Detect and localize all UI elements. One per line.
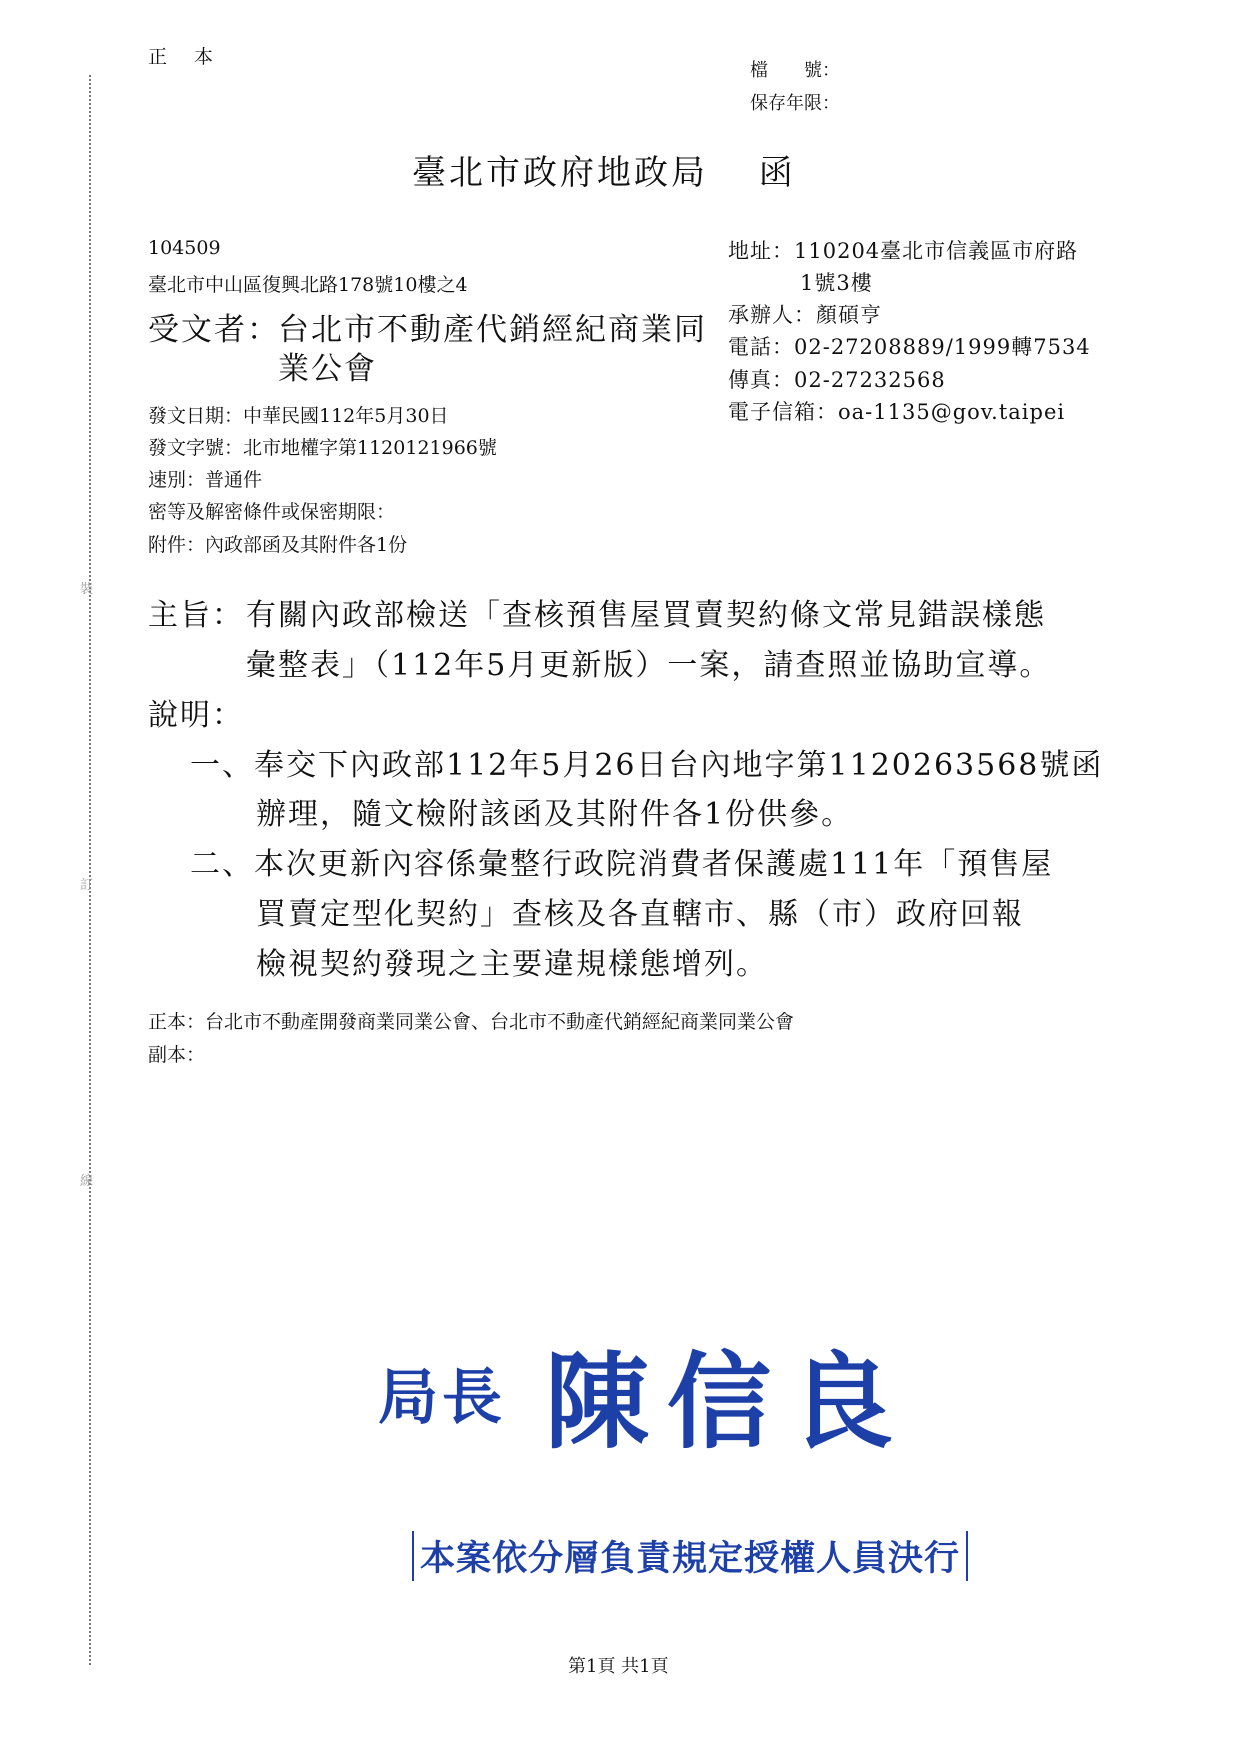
issue-date: 發文日期：中華民國112年5月30日 <box>148 405 449 427</box>
contact-email: 電子信箱：oa-1135@gov.taipei <box>728 400 1066 424</box>
explanation-item1-line2: 辦理，隨文檢附該函及其附件各1份供參。 <box>256 797 854 832</box>
postal-code: 104509 <box>148 237 221 259</box>
binding-dotted-line <box>89 75 91 1665</box>
explanation-label: 說明： <box>148 698 244 733</box>
binding-mark-ding: 訂 <box>80 878 94 893</box>
secrecy-level: 密等及解密條件或保密期限： <box>148 501 396 523</box>
subject-label: 主旨： <box>148 598 244 633</box>
sender-street-address: 臺北市中山區復興北路178號10樓之4 <box>148 274 468 296</box>
explanation-item2-line3: 檢視契約發現之主要違規樣態增列。 <box>256 947 768 982</box>
attachments: 附件：內政部函及其附件各1份 <box>148 534 408 556</box>
contact-fax: 傳真：02-27232568 <box>728 368 946 392</box>
explanation-item1-line1: 一、奉交下內政部112年5月26日台內地字第1120263568號函 <box>190 748 1104 783</box>
binding-mark-zhuang: 裝 <box>80 582 94 597</box>
subject-line1: 有關內政部檢送「查核預售屋買賣契約條文常見錯誤樣態 <box>246 598 1046 633</box>
explanation-item2-line2: 買賣定型化契約」查核及各直轄市、縣（市）政府回報 <box>256 897 1024 932</box>
contact-handler: 承辦人：顏碩亨 <box>728 303 882 327</box>
delivery-speed: 速別：普通件 <box>148 469 263 491</box>
original-recipients: 正本：台北市不動產開發商業同業公會、台北市不動產代銷經紀商業同業公會 <box>148 1011 795 1033</box>
explanation-item2-line1: 二、本次更新內容係彙整行政院消費者保護處111年「預售屋 <box>190 847 1054 882</box>
recipient-label: 受文者： <box>148 312 280 348</box>
document-title: 臺北市政府地政局 函 <box>412 153 796 193</box>
file-number-label: 檔 號： <box>750 60 840 81</box>
recipient-name-line1: 台北市不動產代銷經紀商業同 <box>278 312 707 348</box>
director-name-stamp: 陳信良 <box>545 1340 912 1463</box>
copy-recipients: 副本： <box>148 1044 206 1066</box>
page-number: 第1頁 共1頁 <box>568 1656 669 1677</box>
contact-address-line1: 地址：110204臺北市信義區市府路 <box>728 239 1079 263</box>
subject-line2: 彙整表」（112年5月更新版）一案，請查照並協助宣導。 <box>246 648 1052 683</box>
document-number: 發文字號：北市地權字第1120121966號 <box>148 437 497 459</box>
binding-mark-xian: 線 <box>80 1174 94 1189</box>
copy-type-label: 正 本 <box>148 46 218 68</box>
delegation-stamp: 本案依分層負責規定授權人員決行 <box>412 1531 968 1581</box>
retention-period-label: 保存年限： <box>750 93 840 114</box>
director-title-stamp: 局長 <box>378 1363 506 1433</box>
recipient-name-line2: 業公會 <box>278 351 377 387</box>
contact-phone: 電話：02-27208889/1999轉7534 <box>728 335 1091 359</box>
contact-address-line2: 1號3樓 <box>800 271 873 295</box>
